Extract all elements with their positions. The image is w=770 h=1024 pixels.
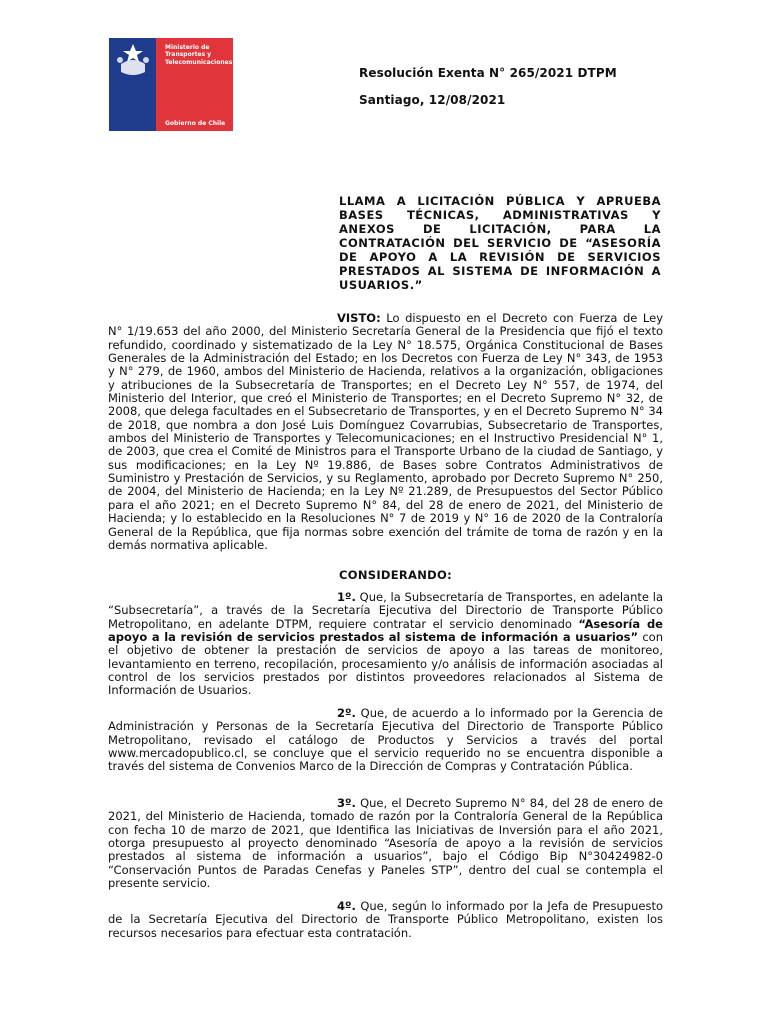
resolution-date: Santiago, 12/08/2021	[359, 93, 506, 107]
considerando-paragraph-1	[108, 591, 663, 698]
logo-ministry-line: Transportes y	[165, 51, 212, 59]
paragraph-text: Que, la Subsecretaría de Transportes, en adelante la “Subsecretaría”, a través de la Secretaría Ejecutiva del Directorio de Transporte Público Metropolitano, en adelante DTPM, requiere contratar el servicio denominado	[108, 590, 664, 631]
logo-ministry-line: Ministerio de	[165, 44, 210, 51]
logo-government: Gobierno de Chile	[165, 120, 226, 127]
logo-ministry-line: Telecomunicaciones	[165, 58, 233, 66]
visto-text: Lo dispuesto en el Decreto con Fuerza de Ley N° 1/19.653 del año 2000, del Ministerio Secretaría General de la Presidencia que fijó el texto refundido, coordinado y sistematizado de la Ley N° 18.575, Orgánica Constitucional de Bases Generales de la Administración del Estado; en los Decretos con Fuerza de Ley N° 343, de 1953 y N° 279, de 1960, ambos del Ministerio de Hacienda, relativos a la organización, obligaciones y atribuciones de la Subsecretaría de Transportes; en el Decreto Ley N° 557, de 1974, del Ministerio del Interior, que creó el Ministerio de Transportes; en el Decreto Supremo N° 32, de 2008, que delega facultades en el Subsecretario de Transportes, y en el Decreto Supremo N° 34 de 2018, que nombra a don José Luis Domínguez Covarrubias, Subsecretario de Transportes, ambos del Ministerio de Transportes y Telecomunicaciones; en el Instructivo Presidencial N° 1, de 2003, que crea el Comité de Ministros para el Transporte Urbano de la ciudad de Santiago, y sus modificaciones; en la Ley Nº 19.886, de Bases sobre Contratos Administrativos de Suministro y Prestación de Servicios, y su Reglamento, aprobado por Decreto Supremo N° 250, de 2004, del Ministerio de Hacienda; en la Ley Nº 21.289, de Presupuestos del Sector Público para el año 2021; en el Decreto Supremo N° 84, del 28 de enero de 2021, del Ministerio de Hacienda; y lo establecido en la Resoluciones N° 7 de 2019 y N° 16 de 2020 de la Contraloría General de la República, que fija normas sobre exención del trámite de toma de razón y en la demás normativa aplicable.	[108, 311, 663, 552]
visto-label: VISTO:	[337, 311, 381, 325]
service-name: “Asesoría de apoyo a la revisión de servicios prestados al sistema de información a usuarios”	[108, 616, 663, 645]
paragraph-number: 1º.	[337, 590, 356, 604]
ministry-logo	[109, 38, 233, 131]
visto-paragraph	[108, 312, 663, 552]
paragraph-text: Que, según lo informado por la Jefa de Presupuesto de la Secretaría Ejecutiva del Directorio de Transporte Público Metropolitano, existen los recursos necesarios para efectuar esta contratación.	[108, 899, 663, 940]
logo-ministry-name	[165, 44, 232, 66]
paragraph-number: 3º.	[337, 796, 356, 810]
considerando-paragraph-2	[108, 707, 663, 774]
paragraph-text: Que, el Decreto Supremo N° 84, del 28 de enero de 2021, del Ministerio de Hacienda, tomado de razón por la Contraloría General de la República con fecha 10 de marzo de 2021, que Identifica las Iniciativas de Inversión para el año 2021, otorga presupuesto al proyecto denominado “Asesoría de apoyo a la revisión de servicios prestados al sistema de información a usuarios”, bajo el Código Bip N°30424982-0 “Conservación Puntos de Paradas Cenefas y Paneles STP”, dentro del cual se contempla el presente servicio.	[108, 796, 663, 891]
considerando-paragraph-4	[108, 900, 663, 940]
considerando-title: CONSIDERANDO:	[339, 568, 453, 582]
paragraph-number: 4º.	[337, 899, 356, 913]
paragraph-number: 2º.	[337, 706, 356, 720]
document-heading: LLAMA A LICITACIÓN PÚBLICA Y APRUEBA BASES TÉCNICAS, ADMINISTRATIVAS Y ANEXOS DE LICITACIÓN, PARA LA CONTRATACIÓN DEL SERVICIO DE “ASESORÍA DE APOYO A LA REVISIÓN DE SERVICIOS PRESTADOS AL SISTEMA DE INFORMACIÓN A USUARIOS.”	[339, 194, 661, 292]
resolution-number: Resolución Exenta N° 265/2021 DTPM	[359, 66, 617, 80]
paragraph-text: con el objetivo de obtener la prestación de servicios de apoyo a las tareas de monitoreo, levantamiento en terreno, recopilación, procesamiento y/o análisis de información asociadas al control de los servicios prestados por distintos proveedores relacionados al Sistema de Información de Usuarios.	[108, 630, 663, 698]
coat-of-arms-icon	[113, 42, 153, 78]
paragraph-text: Que, de acuerdo a lo informado por la Gerencia de Administración y Personas de la Secretaría Ejecutiva del Directorio de Transporte Público Metropolitano, revisado el catálogo de Productos y Servicios a través del portal www.mercadopublico.cl, se concluye que el servicio requerido no se encuentra disponible a través del sistema de Convenios Marco de la Dirección de Compras y Contratación Pública.	[108, 706, 663, 774]
considerando-paragraph-3	[108, 797, 663, 890]
